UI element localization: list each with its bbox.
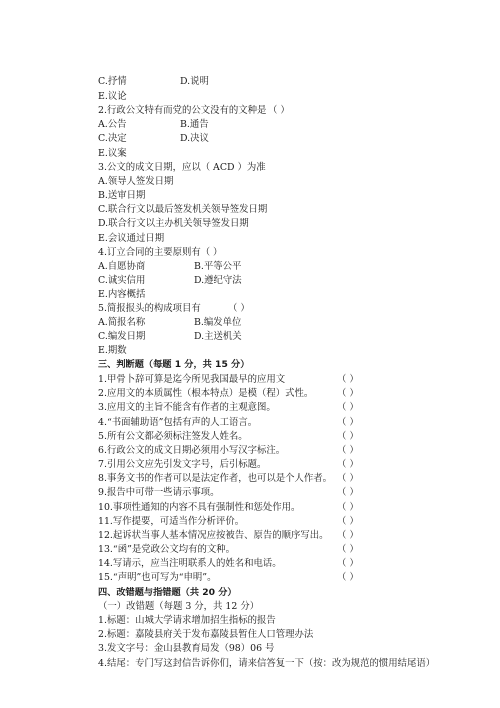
judge-blank: （ ）: [337, 473, 359, 484]
option-b: B.编发单位: [194, 317, 242, 328]
judge-blank: （ ）: [337, 388, 359, 399]
judge-text: 13.“函”是党政公文均有的文种。: [98, 544, 235, 555]
judge-blank: （ ）: [337, 502, 359, 513]
judge-item: [98, 374, 359, 386]
judge-blank: （ ）: [337, 516, 359, 527]
option-c: C.决定: [98, 133, 127, 144]
judge-item: [98, 544, 359, 556]
option-row: [98, 317, 242, 329]
option-e: E.期数: [98, 345, 127, 356]
question-5: [98, 303, 250, 315]
correction-item: 4.结尾：专门写这封信告诉你们，请来信答复一下（按：改为规范的惯用结尾语）: [98, 658, 436, 669]
option-b: B.送审日期: [98, 190, 146, 201]
judge-item: [98, 417, 359, 429]
judge-item: [98, 558, 359, 570]
question-2: [98, 105, 290, 117]
question-4-stem: 4.订立合同的主要原则有（ ）: [98, 247, 223, 258]
option-row: [98, 119, 209, 131]
judge-item: [98, 473, 359, 485]
judge-text: 10.事项性通知的内容不具有强制性和惩处作用。: [98, 502, 301, 513]
option-a: A.自愿协商: [98, 261, 146, 272]
judge-blank: （ ）: [337, 445, 359, 456]
option-e: E.会议通过日期: [98, 233, 165, 244]
option-e: E.议案: [98, 148, 127, 159]
option-d: D.说明: [180, 76, 209, 87]
option-row: [98, 133, 209, 145]
option-e: E.议论: [98, 91, 127, 102]
option-c: C.抒情: [98, 76, 127, 87]
judge-text: 9.报告中可带一些请示事项。: [98, 487, 220, 498]
option-d: D.决议: [180, 133, 209, 144]
judge-blank: （ ）: [337, 487, 359, 498]
judge-item: [98, 572, 359, 584]
judge-item: [98, 388, 359, 400]
judge-text: 7.引用公文应先引发文字号，后引标题。: [98, 459, 267, 470]
judge-item: [98, 502, 359, 514]
correction-item: 2.标题：嘉陵县府关于发布嘉陵县暂住人口管理办法: [98, 629, 314, 640]
option-d: D.主送机关: [194, 331, 242, 342]
judge-text: 14.写请示，应当注明联系人的姓名和电话。: [98, 558, 282, 569]
option-row: [98, 331, 242, 343]
judge-text: 2.应用文的本质属性（根本特点）是模（程）式性。: [98, 388, 314, 399]
judge-text: 15.“声明”也可写为“申明”。: [98, 572, 217, 583]
judge-text: 1.甲骨卜辞可算是迄今所见我国最早的应用文: [98, 374, 286, 385]
question-3-stem: 3.公文的成文日期，应以（ ACD ）为准: [98, 162, 266, 173]
option-row: [98, 261, 242, 273]
judge-blank: （ ）: [337, 431, 359, 442]
option-row: [98, 275, 242, 287]
option-row: [98, 76, 209, 88]
judge-item: [98, 516, 359, 528]
option-c: C.诚实信用: [98, 275, 146, 286]
judge-blank: （ ）: [337, 417, 359, 428]
judge-blank: （ ）: [337, 558, 359, 569]
judge-blank: （ ）: [337, 530, 359, 541]
judge-text: 11.写作提要，可适当作分析评价。: [98, 516, 245, 527]
option-e: E.内容概括: [98, 289, 146, 300]
option-d: D.遵纪守法: [194, 275, 242, 286]
judge-item: [98, 487, 359, 499]
judge-item: [98, 445, 359, 457]
correction-item: 1.标题：山城大学请求增加招生指标的报告: [98, 615, 276, 626]
judge-blank: （ ）: [337, 459, 359, 470]
judge-text: 12.起诉状当事人基本情况应按被告、原告的顺序写出。: [98, 530, 329, 541]
answer-blank: （ ）: [228, 303, 250, 314]
option-b: B.平等公平: [194, 261, 242, 272]
judge-item: [98, 402, 359, 414]
section-4-heading: 四、改错题与指错题（共 20 分）: [98, 587, 237, 598]
option-c: C.编发日期: [98, 331, 146, 342]
answer-blank: （ ）: [268, 105, 290, 116]
option-d: D.联合行文以主办机关领导签发日期: [98, 218, 249, 229]
judge-text: 8.事务文书的作者可以是法定作者，也可以是个人作者。: [98, 473, 332, 484]
option-a: A.简报名称: [98, 317, 146, 328]
judge-blank: （ ）: [337, 544, 359, 555]
question-stem: 5.简报报头的构成项目有: [98, 303, 201, 314]
judge-text: 3.应用文的主旨不能含有作者的主观意图。: [98, 402, 276, 413]
option-a: A.领导人签发日期: [98, 176, 174, 187]
judge-item: [98, 530, 359, 542]
correction-item: 3.发文字号：金山县教育局发（98）06 号: [98, 643, 275, 654]
judge-text: 4.“书面辅助语”包括有声的人工语言。: [98, 417, 258, 428]
judge-blank: （ ）: [337, 402, 359, 413]
judge-text: 5.所有公文都必须标注签发人姓名。: [98, 431, 248, 442]
question-stem: 2.行政公文特有而党的公文没有的文种是: [98, 105, 267, 116]
judge-item: [98, 431, 359, 443]
option-c: C.联合行文以最后签发机关领导签发日期: [98, 204, 268, 215]
judge-text: 6.行政公文的成文日期必须用小写汉字标注。: [98, 445, 286, 456]
section-3-heading: 三、判断题（每题 1 分，共 15 分）: [98, 359, 250, 370]
judge-item: [98, 459, 359, 471]
subsection-heading: （一）改错题（每题 3 分，共 12 分）: [98, 601, 260, 612]
judge-blank: （ ）: [337, 572, 359, 583]
option-b: B.通告: [180, 119, 209, 130]
judge-blank: （ ）: [337, 374, 359, 385]
option-a: A.公告: [98, 119, 127, 130]
